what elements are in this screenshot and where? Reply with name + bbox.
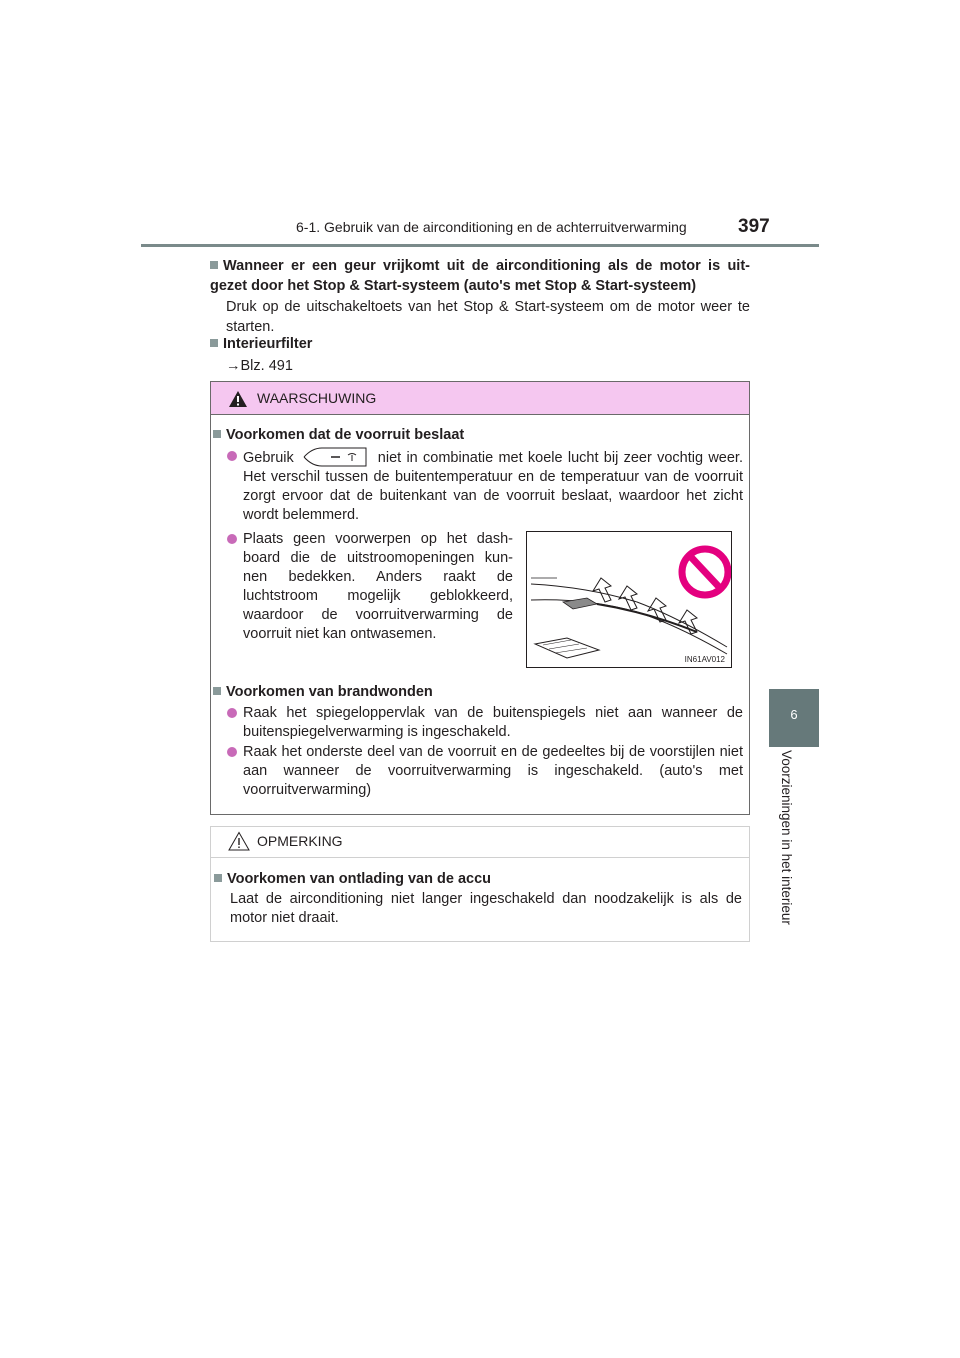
warning-bullet-dashboard: Plaats geen voorwerpen op het dash- board die de uitstroomopeningen kun- nen bedekken. Anders raakt de luchtstroom mogelijk geblokkeerd, waardoor de voorruitverwarming de voorruit niet kan ontwasemen. xyxy=(243,530,513,644)
warning-subheading-burns: Voorkomen van brandwonden xyxy=(213,682,743,702)
chapter-label: Voorzieningen in het interieur xyxy=(779,750,794,925)
square-bullet-icon xyxy=(210,339,218,347)
defroster-button-icon xyxy=(302,447,368,467)
warning-title: WAARSCHUWING xyxy=(257,390,377,406)
dashboard-illustration xyxy=(526,531,732,668)
section-heading-filter: Interieurfilter xyxy=(210,334,750,354)
note-box xyxy=(210,826,750,942)
warning-bullet-mirrors: Raak het spiegeloppervlak van de buitenspiegels niet aan wanneer de buitenspiegelverwarming is ingeschakeld. xyxy=(243,704,743,742)
square-bullet-icon xyxy=(214,874,222,882)
warning-bullet-windshield: Raak het onderste deel van de voorruit en de gedeeltes bij de voorstijlen niet aan wanneer de voorruitverwarming is ingeschakeld. (auto's met voorruitverwarming) xyxy=(243,743,743,800)
page-reference-link[interactable]: →Blz. 491 xyxy=(226,358,293,374)
note-header xyxy=(211,827,749,858)
bullet-dot-icon xyxy=(227,747,237,757)
warning-subheading-fog: Voorkomen dat de voorruit beslaat xyxy=(213,425,743,445)
section-body-odor: Druk op de uitschakeltoets van het Stop & Start-systeem om de motor weer te starten. xyxy=(226,299,750,335)
square-bullet-icon xyxy=(213,687,221,695)
airflow-vent-illustration xyxy=(527,532,731,667)
header-divider xyxy=(141,244,819,247)
note-body: Laat de airconditioning niet langer ingeschakeld dan noodzakelijk is als de motor niet draait. xyxy=(230,891,742,926)
section-header-title: 6-1. Gebruik van de airconditioning en de achterruitverwarming xyxy=(296,219,687,235)
bullet-dot-icon xyxy=(227,534,237,544)
warning-triangle-icon xyxy=(228,390,248,408)
image-code-label: IN61AV012 xyxy=(684,655,725,664)
page-number: 397 xyxy=(738,216,770,237)
chapter-tab xyxy=(769,689,819,747)
note-subheading-battery: Voorkomen van ontlading van de accu xyxy=(214,869,744,889)
square-bullet-icon xyxy=(213,430,221,438)
bullet-dot-icon xyxy=(227,451,237,461)
chapter-number: 6 xyxy=(790,707,798,722)
warning-header xyxy=(211,382,749,415)
section-heading-odor: Wanneer er een geur vrijkomt uit de airconditioning als de motor is uit- gezet door het Stop & Start-systeem (auto's met Stop & Start-systeem) xyxy=(210,258,750,294)
note-title: OPMERKING xyxy=(257,833,343,849)
warning-bullet-defrost: Gebruik niet in combinatie met koele lucht bij zeer vochtig weer. Het verschil tussen de buitentemperatuur en de temperatuur van de voorruit zorgt ervoor dat de buitenkant van de voorruit beslaat, waardoor het zicht wordt belemmerd. xyxy=(243,447,743,525)
bullet-dot-icon xyxy=(227,708,237,718)
square-bullet-icon xyxy=(210,261,218,269)
caution-triangle-icon xyxy=(228,831,250,851)
